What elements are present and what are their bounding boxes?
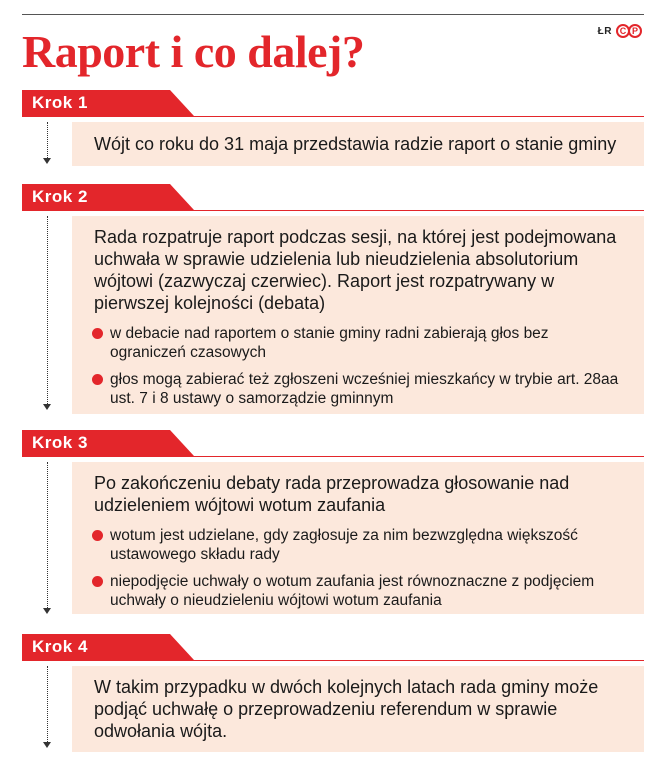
step-banner: [22, 90, 644, 116]
down-arrow-icon: [43, 404, 51, 410]
bullet-text: wotum jest udzielane, gdy zagłosuje za nim bezwzględna większość ustawowego składu rady: [110, 527, 578, 563]
list-item: [94, 572, 622, 610]
author-initials: ŁR: [597, 25, 612, 37]
step-banner: [22, 634, 644, 660]
top-rule: [22, 14, 644, 15]
step-text: Wójt co roku do 31 maja przedstawia radzie raport o stanie gminy: [94, 134, 617, 154]
credit: [598, 24, 642, 38]
step-2: [22, 184, 644, 407]
timeline-line: [47, 666, 48, 742]
page-title: Raport i co dalej?: [22, 26, 365, 77]
step-4: [22, 634, 644, 741]
list-item: [94, 526, 622, 564]
bullet-text: niepodjęcie uchwały o wotum zaufania jest równoznaczne z podjęciem uchwały o nieudzieleniu wójtowi wotum zaufania: [110, 573, 595, 609]
step-label: Krok 1: [32, 93, 88, 112]
bullet-dot-icon: [92, 576, 103, 587]
step-banner: [22, 430, 644, 456]
down-arrow-icon: [43, 608, 51, 614]
list-item: [94, 324, 622, 362]
step-text: Rada rozpatruje raport podczas sesji, na której jest podejmowana uchwała w sprawie udzielenia lub nieudzielenia absolutorium wójtowi (zazwyczaj czerwiec). Raport jest rozpatrywany w pierwszej kolejności (debata): [94, 227, 617, 313]
step-text: W takim przypadku w dwóch kolejnych latach rada gminy może podjąć uchwałę o przeprowadzeniu referendum w sprawie odwołania wójta.: [94, 677, 599, 741]
bullet-dot-icon: [92, 328, 103, 339]
step-box: [72, 462, 644, 614]
publisher-logo: [618, 24, 642, 38]
step-box: [72, 216, 644, 414]
logo-letter: P: [628, 24, 642, 38]
timeline-line: [47, 122, 48, 158]
logo-letter: C: [616, 24, 630, 38]
list-item: [94, 370, 622, 408]
down-arrow-icon: [43, 158, 51, 164]
down-arrow-icon: [43, 742, 51, 748]
bullet-dot-icon: [92, 530, 103, 541]
step-label: Krok 3: [32, 433, 88, 452]
step-text: Po zakończeniu debaty rada przeprowadza głosowanie nad udzieleniem wójtowi wotum zaufania: [94, 473, 570, 515]
step-box: [72, 122, 644, 166]
bullet-dot-icon: [92, 374, 103, 385]
bullet-list: [94, 324, 622, 408]
step-label: Krok 4: [32, 637, 88, 656]
step-3: [22, 430, 644, 609]
step-banner: [22, 184, 644, 210]
timeline-line: [47, 216, 48, 404]
bullet-text: w debacie nad raportem o stanie gminy radni zabierają głos bez ograniczeń czasowych: [110, 325, 549, 361]
step-1: [22, 90, 644, 154]
bullet-list: [94, 526, 622, 610]
timeline-line: [47, 462, 48, 608]
step-label: Krok 2: [32, 187, 88, 206]
bullet-text: głos mogą zabierać też zgłoszeni wcześniej mieszkańcy w trybie art. 28aa ust. 7 i 8 ustawy o samorządzie gminnym: [110, 371, 619, 407]
step-box: [72, 666, 644, 752]
